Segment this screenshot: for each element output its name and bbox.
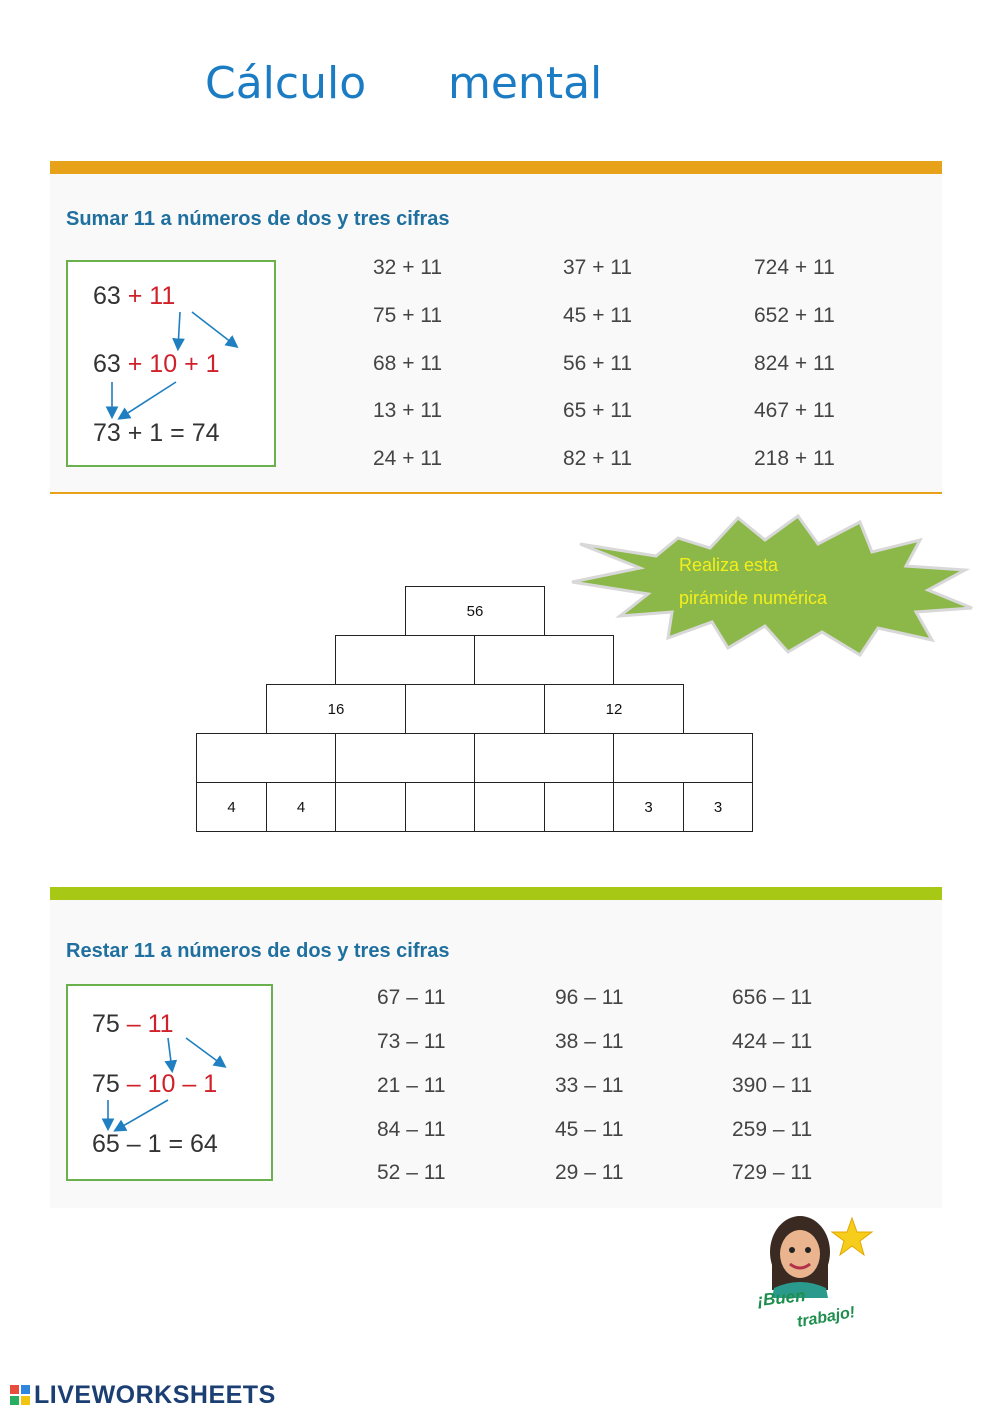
subtract-op: 67 – 11 bbox=[377, 986, 446, 1009]
footer-brand[interactable]: LIVEWORKSHEETS bbox=[34, 1381, 276, 1409]
title-word-calculo: Cálculo bbox=[205, 58, 367, 109]
sum-op: 652 + 11 bbox=[754, 304, 835, 327]
pyramid-cell[interactable] bbox=[474, 733, 614, 783]
sum-op: 68 + 11 bbox=[373, 352, 443, 375]
sum-op: 56 + 11 bbox=[563, 352, 633, 375]
pyramid-cell[interactable] bbox=[196, 733, 336, 783]
subtract-op: 38 – 11 bbox=[555, 1030, 624, 1053]
pyramid-cell[interactable] bbox=[613, 733, 753, 783]
pyramid-cell[interactable] bbox=[335, 782, 406, 832]
sum-op: 37 + 11 bbox=[563, 256, 633, 279]
subtract-op: 656 – 11 bbox=[732, 986, 813, 1009]
subtract-op: 96 – 11 bbox=[555, 986, 624, 1009]
pyramid-cell[interactable]: 3 bbox=[683, 782, 753, 832]
subtract-op: 45 – 11 bbox=[555, 1118, 624, 1141]
subtract-section-top-bar bbox=[50, 887, 942, 900]
subtract-op: 52 – 11 bbox=[377, 1161, 446, 1184]
subtract-op: 73 – 11 bbox=[377, 1030, 446, 1053]
sum-example-box bbox=[66, 260, 276, 467]
sum-op: 824 + 11 bbox=[754, 352, 835, 375]
burst-text-line-1: Realiza esta bbox=[679, 555, 779, 575]
sum-op: 13 + 11 bbox=[373, 399, 443, 422]
sticker-text-line-1: ¡Buen bbox=[756, 1286, 807, 1310]
sum-op: 75 + 11 bbox=[373, 304, 443, 327]
subtract-op: 424 – 11 bbox=[732, 1030, 813, 1053]
buen-trabajo-sticker bbox=[752, 1210, 877, 1335]
subtract-op: 390 – 11 bbox=[732, 1074, 813, 1097]
subtract-example-line-1: 75 – 11 bbox=[92, 1010, 174, 1038]
subtract-op: 259 – 11 bbox=[732, 1118, 813, 1141]
pyramid-cell[interactable]: 12 bbox=[544, 684, 684, 734]
sum-example-line-1: 63 + 11 bbox=[93, 282, 176, 310]
pyramid-cell[interactable] bbox=[544, 782, 614, 832]
subtract-op: 21 – 11 bbox=[377, 1074, 446, 1097]
liveworksheets-logo-icon bbox=[10, 1385, 30, 1405]
sum-example-line-3: 73 + 1 = 74 bbox=[93, 419, 220, 447]
sum-op: 65 + 11 bbox=[563, 399, 633, 422]
pyramid-cell[interactable] bbox=[335, 733, 475, 783]
pyramid-cell[interactable] bbox=[405, 684, 545, 734]
sum-op: 724 + 11 bbox=[754, 256, 835, 279]
sum-op: 218 + 11 bbox=[754, 447, 835, 470]
pyramid-cell[interactable] bbox=[474, 782, 545, 832]
pyramid-cell[interactable]: 4 bbox=[266, 782, 336, 832]
subtract-example-line-3: 65 – 1 = 64 bbox=[92, 1130, 218, 1158]
sum-example-line-2: 63 + 10 + 1 bbox=[93, 350, 220, 378]
subtract-op: 84 – 11 bbox=[377, 1118, 446, 1141]
sum-op: 467 + 11 bbox=[754, 399, 835, 422]
sticker-text-line-2: trabajo! bbox=[795, 1304, 857, 1331]
title-word-mental: mental bbox=[448, 58, 603, 109]
sum-section-heading: Sumar 11 a números de dos y tres cifras bbox=[66, 208, 450, 230]
pyramid-cell[interactable]: 56 bbox=[405, 586, 545, 636]
pyramid-cell[interactable]: 16 bbox=[266, 684, 406, 734]
subtract-op: 29 – 11 bbox=[555, 1161, 624, 1184]
sum-op: 32 + 11 bbox=[373, 256, 443, 279]
pyramid-cell[interactable] bbox=[405, 782, 475, 832]
pyramid-cell[interactable]: 3 bbox=[613, 782, 684, 832]
burst-text-line-2: pirámide numérica bbox=[679, 588, 828, 608]
subtract-section-heading: Restar 11 a números de dos y tres cifras bbox=[66, 940, 450, 962]
pyramid-cell[interactable] bbox=[335, 635, 475, 685]
pyramid-cell[interactable] bbox=[474, 635, 614, 685]
subtract-example-box bbox=[66, 984, 273, 1181]
sum-section-bottom-rule bbox=[50, 492, 942, 494]
pyramid-cell[interactable]: 4 bbox=[196, 782, 267, 832]
subtract-example-line-2: 75 – 10 – 1 bbox=[92, 1070, 218, 1098]
subtract-op: 729 – 11 bbox=[732, 1161, 813, 1184]
sum-op: 24 + 11 bbox=[373, 447, 443, 470]
sum-op: 45 + 11 bbox=[563, 304, 633, 327]
subtract-op: 33 – 11 bbox=[555, 1074, 624, 1097]
burst-shape bbox=[560, 510, 980, 660]
sum-section-top-bar bbox=[50, 161, 942, 174]
sum-op: 82 + 11 bbox=[563, 447, 633, 470]
